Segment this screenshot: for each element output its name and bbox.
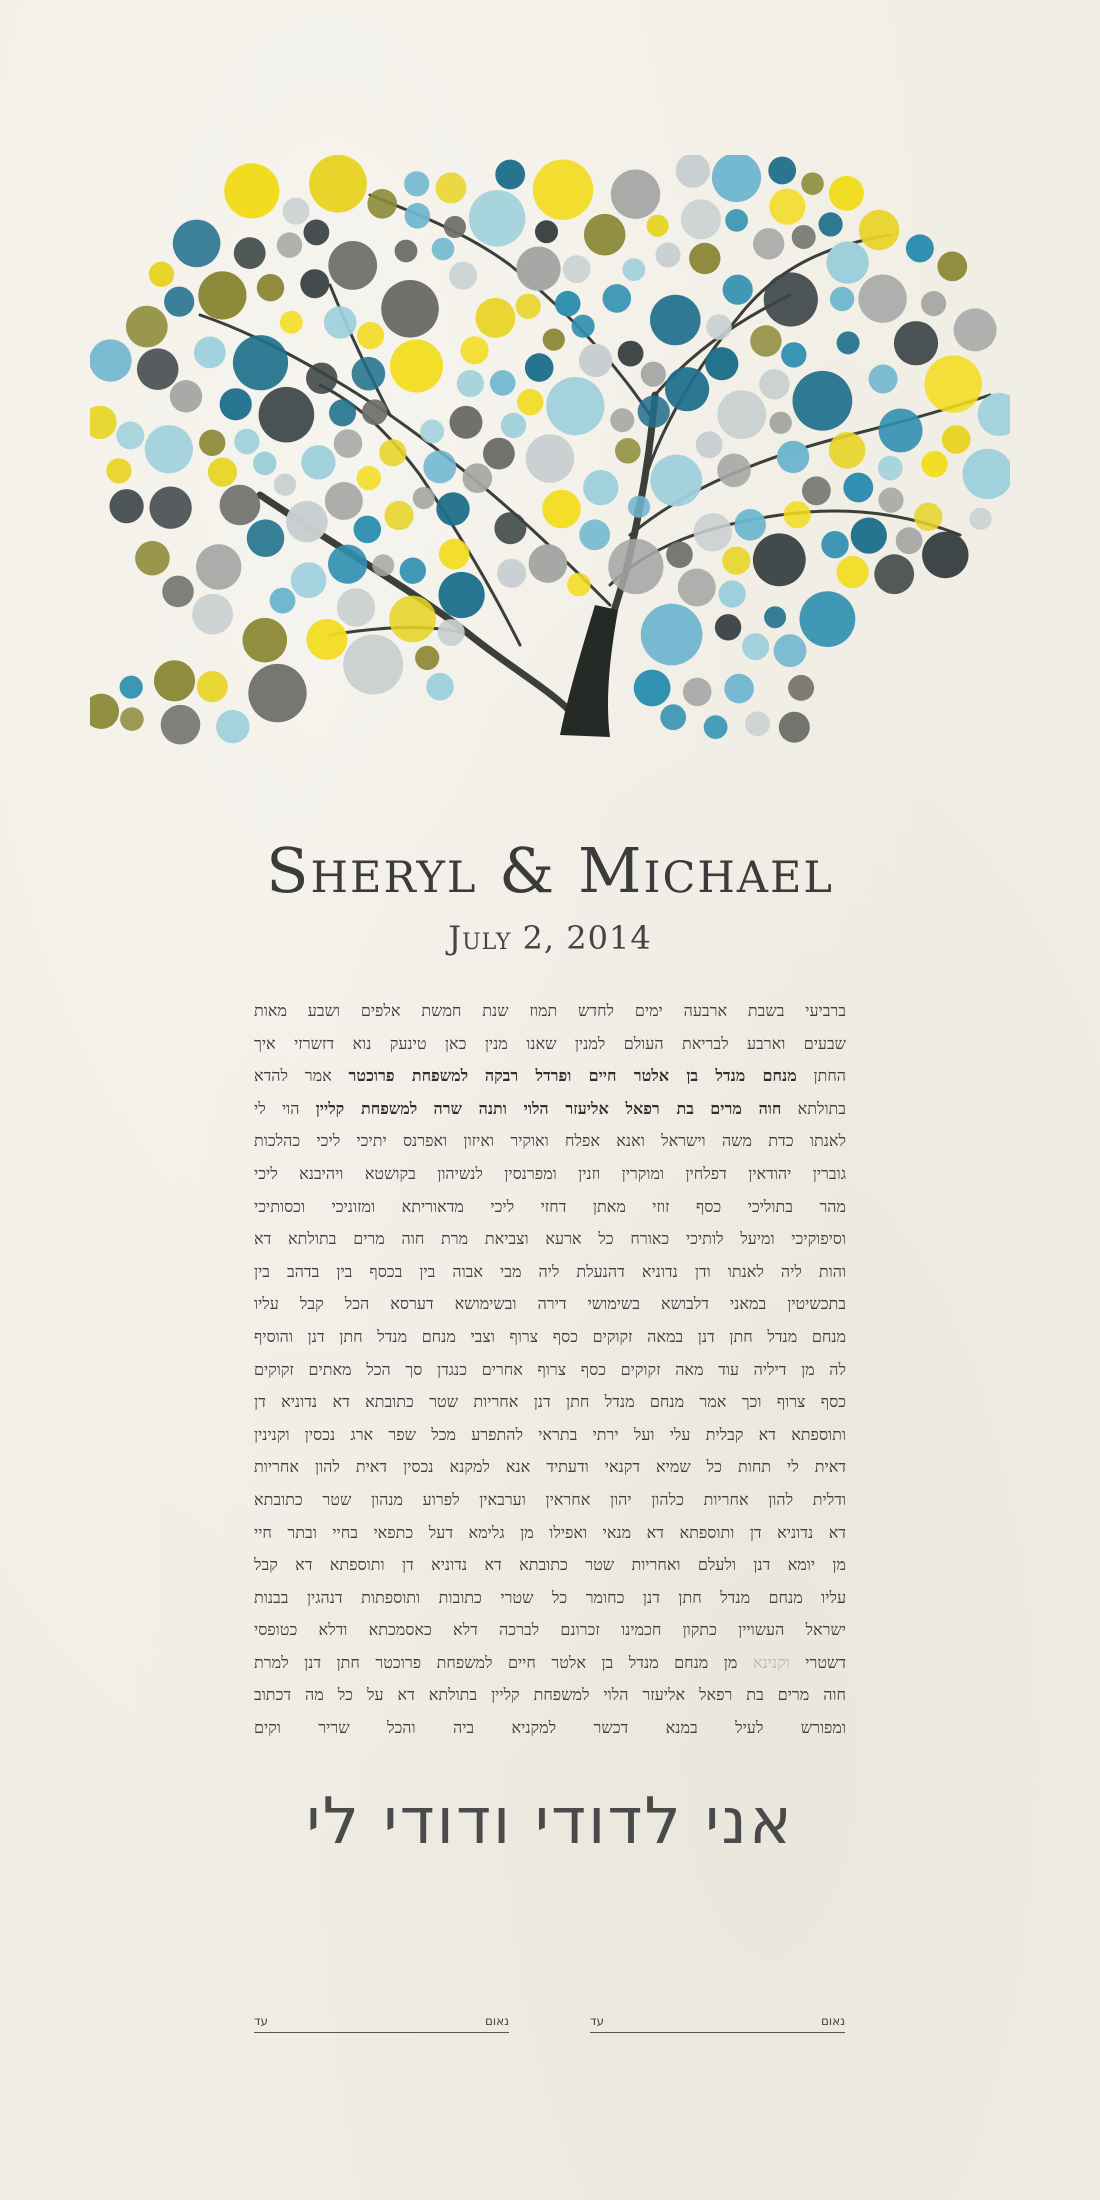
tree-leaf-dot	[461, 336, 489, 364]
ketubah-segment: לאנתו כדת משה וישראל ואנא אפלח ואוקיר ואיזון ואפרנס יתיכי ליכי כהלכות	[254, 1131, 846, 1151]
ketubah-segment	[468, 1066, 485, 1085]
witness-label-neum: נאום	[820, 2014, 845, 2028]
ketubah-name-bold: מנחם מנדל בן אלטר חיים ופרדל רבקה	[484, 1066, 797, 1086]
tree-leaf-dot	[829, 432, 866, 469]
tree-leaf-dot	[634, 670, 671, 707]
tree-leaf-dot	[894, 321, 938, 365]
tree-leaf-dot	[717, 454, 751, 488]
tree-leaf-dot	[436, 172, 467, 203]
ketubah-segment: דשטרי	[789, 1652, 846, 1672]
tree-leaf-dot	[641, 604, 703, 666]
tree-leaf-dot	[328, 241, 377, 290]
tree-leaf-dot	[676, 155, 710, 188]
tree-leaf-dot	[584, 214, 626, 256]
tree-leaf-dot	[449, 262, 477, 290]
tree-leaf-dot	[390, 340, 443, 393]
tree-leaf-dot	[793, 371, 853, 431]
tree-leaf-dot	[362, 399, 388, 425]
tree-leaf-dot	[706, 314, 732, 340]
ketubah-text	[254, 995, 846, 1745]
tree-leaf-dot	[821, 531, 848, 558]
tree-leaf-dot	[829, 176, 864, 211]
tree-leaf-dot	[257, 274, 284, 301]
tree-leaf-dot	[400, 558, 426, 584]
ketubah-line	[254, 1060, 846, 1093]
tree-leaf-dot	[922, 532, 968, 578]
tree-leaf-dot	[567, 573, 591, 597]
ketubah-line	[254, 1256, 846, 1289]
tree-leaf-dot	[914, 503, 942, 531]
tree-leaf-dot	[415, 646, 439, 670]
tree-leaf-dot	[352, 357, 386, 391]
tree-leaf-dot	[381, 280, 439, 338]
tree-leaf-dot	[423, 450, 456, 483]
tree-leaf-dot	[196, 544, 241, 589]
tree-leaf-dot	[444, 216, 466, 238]
ketubah-segment: וקנינא	[752, 1652, 790, 1672]
tree-leaf-dot	[224, 163, 279, 218]
tree-leaf-dot	[802, 476, 831, 505]
ketubah-segment: מנחם מנדל חתן דנן במאה זקוקים כסף צרוף וצבי מנחם מנדל חתן דנן והוסיף	[254, 1326, 846, 1346]
ketubah-segment: מן יומא דנן ולעלם ואחריות שטר כתובתא דא נדוניא דן ותוספתא דא קבל	[254, 1555, 846, 1575]
ketubah-line	[254, 1582, 846, 1615]
tree-leaf-dot	[126, 306, 168, 348]
tree-leaves	[90, 155, 1010, 744]
ketubah-line	[254, 1288, 846, 1321]
tree-leaf-dot	[329, 399, 356, 426]
tree-leaf-dot	[116, 422, 144, 450]
ketubah-name-bold: חוה מרים	[710, 1098, 782, 1118]
tree-leaf-dot	[199, 430, 225, 456]
ketubah-segment	[694, 1099, 710, 1118]
verse-ani-ledodi: אני לדודי ודודי לי	[306, 1785, 794, 1859]
tree-leaf-dot	[583, 470, 618, 505]
tree-leaf-dot	[719, 580, 746, 607]
tree-leaf-dot	[404, 171, 429, 196]
tree-leaf-dot	[517, 389, 543, 415]
tree-leaf-dot	[208, 458, 237, 487]
ketubah-segment: חוה מרים בת רפאל אליעזר הלוי למשפחת קליין בתולתא דא על כל מה דכתוב	[254, 1685, 846, 1705]
ketubah-segment: עליו מנחם מנדל חתן דנן כחומר כל שטרי כתובות ותוספתות דנהגין בבנות	[254, 1587, 846, 1607]
tree-leaf-dot	[618, 341, 644, 367]
tree-leaf-dot	[764, 606, 786, 628]
tree-leaf-dot	[525, 353, 554, 382]
tree-leaf-dot	[234, 237, 266, 269]
ketubah-segment: מן מנחם מנדל בן אלטר חיים למשפחת פרוכטר חתן דנן למרת	[254, 1652, 753, 1672]
ketubah-segment: בתכשיטין במאני דלבושא בשימושי דירה ובשימושא דערסא הכל קבל עליו	[254, 1294, 846, 1314]
tree-leaf-dot	[389, 596, 436, 643]
ketubah-segment: גוברין יהודאין דפלחין ומוקרין וזנין ומפרנסין לנשיהון בקושטא ויהיבנא ליכי	[254, 1163, 846, 1183]
tree-leaf-dot	[164, 287, 194, 317]
ketubah-segment: ישראל העשויין כתקון חכמינו זכרונם לברכה דלא כאסמכתא ודלא כטופסי	[254, 1620, 846, 1640]
tree-leaf-dot	[921, 291, 946, 316]
tree-leaf-dot	[717, 390, 766, 439]
tree-leaf-dot	[135, 541, 170, 576]
witness-label-ed: עד	[590, 2014, 605, 2028]
tree-leaf-dot	[161, 705, 201, 745]
tree-leaf-dot	[546, 377, 604, 435]
ketubah-line	[254, 1451, 846, 1484]
tree-leaf-dot	[420, 420, 444, 444]
tree-leaf-dot	[869, 365, 898, 394]
ketubah-line	[254, 1354, 846, 1387]
tree-leaf-dot	[475, 298, 515, 338]
tree-leaf-dot	[859, 210, 899, 250]
tree-leaf-dot	[628, 496, 650, 518]
tree-leaf-dot	[247, 519, 285, 557]
ketubah-line	[254, 995, 846, 1028]
tree-leaf-dot	[942, 425, 971, 454]
ketubah-line	[254, 1223, 846, 1256]
tree-leaf-dot	[490, 370, 516, 396]
tree-leaf-dot	[483, 438, 515, 470]
couple-names: Sheryl & Michael	[266, 834, 834, 907]
tree-leaf-dot	[149, 487, 191, 529]
tree-leaf-dot	[694, 513, 732, 551]
tree-leaf-dot	[413, 487, 435, 509]
tree-leaf-dot	[734, 509, 766, 541]
tree-leaf-dot	[220, 485, 261, 526]
tree-leaf-dot	[325, 482, 363, 520]
tree-leaf-dot	[438, 619, 465, 646]
tree-leaf-dot	[450, 406, 483, 439]
ketubah-line	[254, 1191, 846, 1224]
tree-leaf-dot	[764, 272, 818, 326]
tree-leaf-dot	[563, 255, 591, 283]
tree-leaf-dot	[439, 572, 485, 618]
tree-leaf-dot	[170, 380, 202, 412]
tree-leaf-dot	[650, 455, 702, 507]
ketubah-line	[254, 1712, 846, 1745]
tree-leaf-dot	[436, 492, 469, 525]
ketubah-segment: הוי לי	[254, 1098, 316, 1118]
tree-leaf-dot	[283, 198, 310, 225]
tree-leaf-dot	[837, 556, 869, 588]
tree-leaf-dot	[879, 409, 923, 453]
tree-leaf-dot	[495, 160, 525, 190]
ketubah-line	[254, 1321, 846, 1354]
tree-leaf-dot	[120, 676, 143, 699]
wedding-date: July 2, 2014	[448, 919, 652, 957]
tree-leaf-dot	[192, 594, 233, 635]
ketubah-segment: דא נדוניא דן ותוספתא דא מנאי ואפילו מן גלימא דעל כתפאי בחיי ובתר חיי	[254, 1522, 846, 1542]
tree-leaf-dot	[280, 311, 303, 334]
ketubah-line	[254, 1386, 846, 1419]
tree-leaf-dot	[696, 431, 723, 458]
tree-leaf-dot	[367, 189, 397, 219]
tree-leaf-dot	[725, 209, 748, 232]
tree-leaf-dot	[324, 306, 357, 339]
ketubah-segment: ברביעי בשבת ארבעה ימים לחדש תמוז שנת חמשת אלפים ושבע מאות	[254, 1001, 846, 1020]
tree-leaf-dot	[800, 591, 856, 647]
tree-leaf-dot	[769, 189, 805, 225]
tree-leaf-dot	[439, 539, 470, 570]
tree-leaf-dot	[742, 633, 769, 660]
tree-leaf-dot	[516, 294, 541, 319]
tree-leaf-dot	[516, 247, 560, 291]
tree-leaf-dot	[830, 287, 854, 311]
tree-leaf-dot	[712, 155, 761, 202]
tree-leaf-dot	[395, 240, 418, 263]
tree-leaf-dot	[878, 456, 903, 481]
tree-leaf-dot	[494, 512, 526, 544]
tree-leaf-dot	[300, 269, 329, 298]
ketubah-line	[254, 1125, 846, 1158]
tree-leaf-dot	[781, 342, 806, 367]
tree-leaf-dot	[337, 588, 375, 626]
tree-leaf-dot	[970, 508, 992, 530]
tree-leaf-dot	[723, 275, 753, 305]
tree-leaf-dot	[277, 232, 302, 257]
tree-leaf-dot	[270, 588, 296, 614]
tree-leaf-dot	[906, 234, 934, 262]
ketubah-name-bold: למשפחת קליין	[315, 1098, 418, 1118]
tree-leaf-dot	[779, 712, 810, 743]
ketubah-line	[254, 1484, 846, 1517]
tree-leaf-dot	[173, 220, 221, 268]
tree-leaf-dot	[572, 315, 595, 338]
tree-leaf-dot	[874, 554, 914, 594]
tree-leaf-dot	[137, 348, 179, 390]
tree-leaf-dot	[306, 363, 337, 394]
tree-leaf-dot	[432, 238, 455, 261]
tree-leaf-dot	[722, 547, 750, 575]
tree-leaf-dot	[843, 473, 873, 503]
tree-leaf-dot	[724, 674, 754, 704]
tree-leaf-dot	[529, 544, 568, 583]
ketubah-segment: ודלית להון אחריות כלהון יהון אחראין וערבאין לפרוע מנהון שטר כתובתא	[254, 1489, 846, 1509]
tree-leaf-dot	[379, 439, 406, 466]
tree-leaf-dot	[343, 635, 403, 695]
witness-signature-line-left[interactable]	[254, 2012, 509, 2033]
ketubah-line	[254, 1028, 846, 1061]
witness-label-ed: עד	[254, 2014, 269, 2028]
tree-leaf-dot	[963, 449, 1011, 499]
tree-leaf-dot	[286, 501, 328, 543]
tree-leaf-dot	[603, 284, 632, 313]
tree-leaf-dot	[622, 258, 645, 281]
tree-leaf-dot	[154, 660, 195, 701]
tree-leaf-dot	[745, 711, 770, 736]
tree-illustration	[90, 155, 1010, 815]
tree-leaf-dot	[555, 291, 581, 317]
ketubah-segment: החתן	[796, 1066, 846, 1086]
tree-leaf-dot	[611, 170, 660, 219]
ketubah-segment: לה מן דיליה עוד מאה זקוקים כסף צרוף אחרים כנגדן סך הכל מאתים זקוקים	[254, 1359, 846, 1379]
tree-leaf-dot	[120, 707, 144, 731]
tree-leaf-dot	[715, 614, 741, 640]
ketubah-segment: וסיפוקיכי ומיעל לותיכי כאורח כל ארעא וצביאת מרת חוה מרים בתולתא דא	[254, 1229, 846, 1249]
tree-leaf-dot	[426, 673, 454, 701]
ketubah-segment: והות ליה לאנתו ודן נדוניא דהנעלת ליה מבי אבוה בין בכסף בין בדהב בין	[254, 1261, 846, 1281]
tree-leaf-dot	[705, 347, 738, 380]
tree-leaf-dot	[753, 228, 784, 259]
ketubah-name-bold: למשפחת פרוכטר	[348, 1066, 469, 1086]
tree-leaf-dot	[759, 369, 789, 399]
tree-leaf-dot	[405, 203, 431, 229]
tree-leaf-dot	[469, 190, 526, 247]
tree-leaf-dot	[220, 388, 252, 420]
ketubah-line	[254, 1517, 846, 1550]
tree-leaf-dot	[641, 362, 666, 387]
tree-leaf-dot	[683, 678, 712, 707]
tree-leaf-dot	[937, 252, 967, 282]
tree-leaf-dot	[253, 452, 277, 476]
tree-leaf-dot	[660, 704, 686, 730]
tree-leaf-dot	[925, 355, 982, 412]
tree-trunk	[560, 605, 618, 737]
tree-leaf-dot	[372, 554, 394, 576]
ketubah-line	[254, 1158, 846, 1191]
ketubah-line	[254, 1549, 846, 1582]
tree-leaf-dot	[638, 396, 670, 428]
tree-leaf-dot	[689, 243, 720, 274]
tree-leaf-dot	[656, 243, 681, 268]
ketubah-line	[254, 1647, 846, 1680]
tree-leaf-dot	[306, 619, 347, 660]
tree-leaf-dot	[579, 344, 612, 377]
tree-leaf-dot	[777, 441, 809, 473]
tree-leaf-dot	[106, 458, 131, 483]
tree-leaf-dot	[198, 271, 246, 319]
tree-leaf-dot	[110, 489, 144, 523]
tree-leaf-dot	[384, 501, 413, 530]
tree-leaf-dot	[259, 387, 315, 443]
tree-leaf-dot	[248, 664, 306, 722]
tree-leaf-dot	[750, 325, 781, 356]
tree-leaf-dot	[301, 445, 335, 479]
tree-leaf-dot	[792, 225, 816, 249]
tree-leaf-dot	[774, 634, 807, 667]
tree-leaf-dot	[542, 490, 581, 529]
tree-leaf-dot	[608, 539, 663, 594]
tree-leaf-dot	[194, 337, 226, 369]
tree-leaf-dot	[149, 262, 174, 287]
tree-leaf-dot	[666, 541, 693, 568]
ketubah-segment: מהר בתוליכי כסף זוזי מאתן דחזי ליכי מדאוריתא ומזוניכי וכסותיכי	[254, 1196, 846, 1216]
tree-leaf-dot	[533, 160, 593, 220]
tree-leaf-dot	[770, 412, 792, 434]
tree-leaf-dot	[788, 675, 814, 701]
tree-leaf-dot	[145, 425, 193, 473]
ketubah-segment: אמר להדא	[254, 1066, 349, 1086]
tree-leaf-dot	[704, 715, 728, 739]
tree-leaf-dot	[274, 474, 296, 496]
ketubah-line	[254, 1093, 846, 1126]
tree-leaf-dot	[819, 212, 843, 236]
tree-leaf-dot	[851, 518, 887, 554]
ketubah-segment	[417, 1099, 433, 1118]
tree-leaf-dot	[162, 576, 194, 608]
tree-leaf-dot	[837, 331, 860, 354]
ketubah-segment: ותוספתא דא קבלית עלי ועל ירתי בתראי להתפרע מכל שפר ארג נכסין וקנינין	[254, 1424, 846, 1444]
tree-leaf-dot	[216, 710, 249, 743]
tree-leaf-dot	[357, 322, 384, 349]
tree-leaf-dot	[896, 527, 923, 554]
tree-leaf-dot	[543, 329, 565, 351]
tree-leaf-dot	[354, 516, 382, 544]
tree-leaf-dot	[197, 671, 228, 702]
tree-leaf-dot	[526, 434, 575, 483]
tree-leaf-dot	[243, 618, 288, 663]
tree-leaf-dot	[579, 519, 610, 550]
ketubah-line	[254, 1419, 846, 1452]
tree-leaf-dot	[304, 220, 330, 246]
tree-leaf-dot	[334, 429, 363, 458]
ketubah-segment: כסף צרוף וכך אמר מנחם מנדל חתן דנן אחריות שטר כתובתא דא נדוניא דן	[254, 1392, 846, 1412]
tree-leaf-dot	[463, 463, 493, 493]
tree-leaf-dot	[615, 438, 641, 464]
ketubah-segment: ומפורש לעיל במנא דכשר למקניא ביה והכל שריר וקים	[254, 1718, 846, 1738]
tree-leaf-dot	[90, 339, 132, 381]
tree-leaf-dot	[328, 545, 367, 584]
tree-leaf-dot	[501, 413, 526, 438]
tree-leaf-dot	[858, 275, 906, 323]
tree-leaf-dot	[921, 451, 947, 477]
tree-leaf-dot	[647, 215, 669, 237]
ketubah-line	[254, 1614, 846, 1647]
ketubah-name-bold: בת רפאל אליעזר הלוי ותנה שרה	[433, 1098, 695, 1118]
tree-leaf-dot	[457, 370, 484, 397]
tree-leaf-dot	[650, 295, 701, 346]
tree-leaf-dot	[826, 241, 868, 283]
tree-leaf-dot	[610, 408, 634, 432]
tree-leaf-dot	[309, 155, 367, 213]
ketubah-line	[254, 1679, 846, 1712]
witness-signature-line-right[interactable]	[590, 2012, 845, 2033]
ketubah-segment: שבעים וארבע לבריאת העולם למנין שאנו מנין כאן טינעק נוא דזשרזי איך	[254, 1033, 846, 1053]
tree-leaf-dot	[665, 367, 709, 411]
tree-leaf-dot	[233, 335, 288, 390]
ketubah-segment: דאית לי תחות כל שמיא דקנאי ודעתיד אנא למקנא נכסין דאית להון אחריות	[254, 1457, 846, 1477]
tree-leaf-dot	[234, 429, 259, 454]
tree-leaf-dot	[497, 559, 526, 588]
ketubah-segment: בתולתא	[781, 1098, 846, 1118]
witness-label-neum: נאום	[484, 2014, 509, 2028]
tree-leaf-dot	[681, 199, 721, 239]
tree-leaf-dot	[954, 308, 997, 351]
tree-leaf-dot	[768, 157, 796, 185]
tree-leaf-dot	[753, 533, 806, 586]
tree-leaf-dot	[291, 562, 327, 598]
tree-leaf-dot	[90, 694, 119, 729]
tree-leaf-dot	[90, 406, 117, 439]
tree-leaf-dot	[978, 393, 1010, 436]
tree-leaf-dot	[678, 569, 716, 607]
tree-leaf-dot	[357, 466, 381, 490]
tree-leaf-dot	[801, 172, 824, 195]
tree-leaf-dot	[784, 501, 811, 528]
tree-leaf-dot	[535, 220, 558, 243]
tree-leaf-dot	[878, 488, 903, 513]
